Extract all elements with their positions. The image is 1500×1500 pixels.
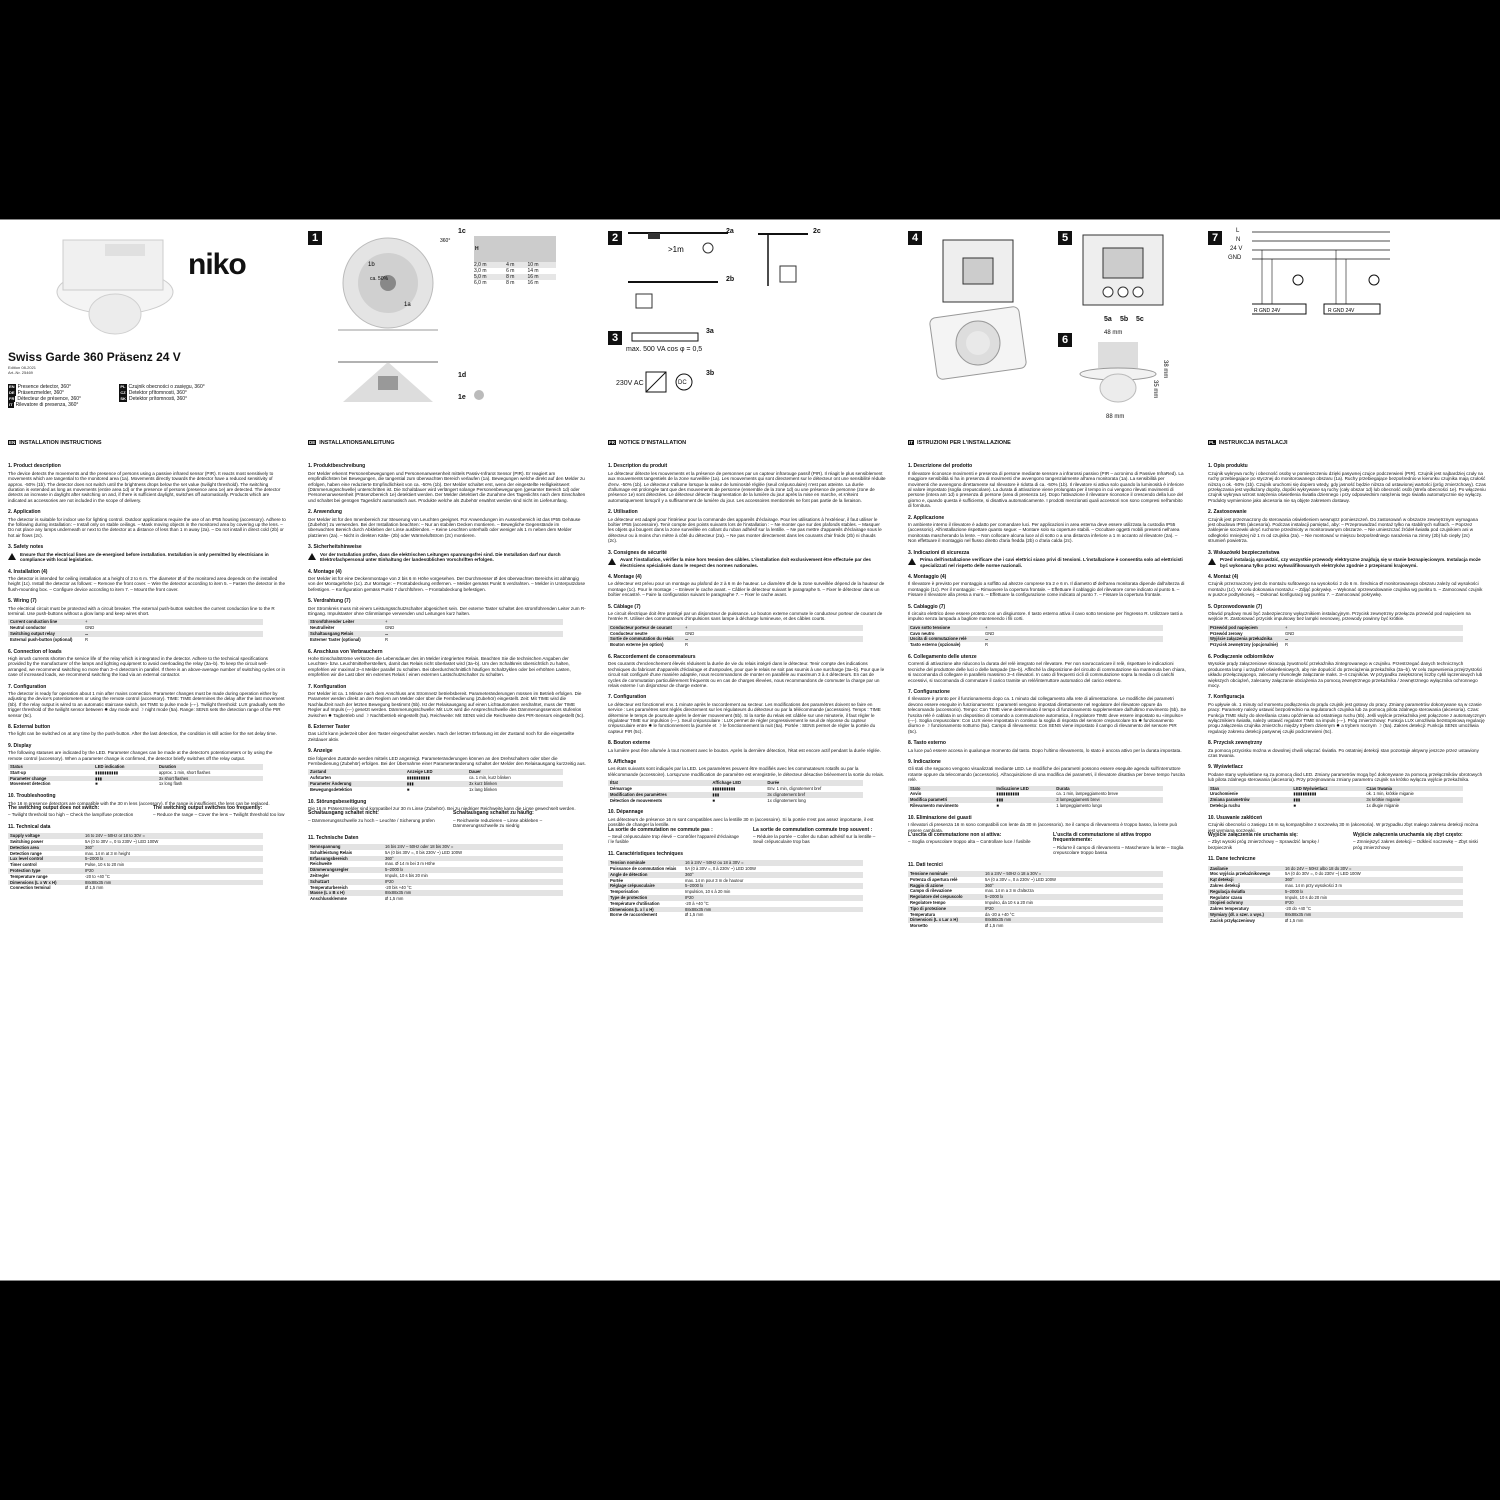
range-head-h: H [475, 246, 479, 252]
figure-3 [608, 328, 828, 423]
label-5c: 5c [1136, 316, 1144, 323]
language-item: SK Detektor prítomnosti, 360° [120, 396, 188, 402]
height-bottom-label: 35 mm [1152, 380, 1158, 399]
column-it: IT ISTRUZIONI PER L'INSTALLAZIONE 1. Descrizione del prodotto Il rilevatore riconosce movimenti e presenza di persone mediante sensore a infrarossi passivo (PIR – acronimo di Passive InfraRed). La maggiore sensibilità si ha in presenza di movimenti che avvengono tangenzialmente all'area monitorata (1a). La sensibilità per movimenti che avvengono direttamente sul rilevatore è ridotta di ca. -50% (1b). Il rilevatore si attiva solo quando la luminosità è inferiore al valore impostato (soglia crepuscolare). La durata di attivazione viene prolungata per il tempo in cui vengono rilevati movimenti di persone (intera am 1d) o presenza di persone (area di presenza 1e). Dopo l'attivazione il rilevatore riconosce il crescendo della luce del giorno e, quando questa è sufficiente, si disattiva automaticamente. I prodotti menzionati quali accessori non sono compresi nell'ambito di fornitura. 2. Applicazione In ambiente interno il rilevatore è adatto per comandare luci. Per applicazioni in area esterna deve essere utilizzata la custodia IP55 (accessorio). All'installazione rispettare quanto segue: – Montare solo su coperture stabili. – Occultare oggetti mobili presenti nell'area monitorata mascherando la lente. – Non collocare alcuna luce al di sotto o a una distanza inferiore a 1 m accanto al rilevatore (2a). – Non effettuare il montaggio nel flusso diretto d'aria fredda (2b) o d'aria calda (2c). 3. Indicazioni di sicurezza Prima dell'installazione verificare che i cavi elettrici siano privi di tensioni. L'installazione è consentita solo ad elettricisti specializzati nel rispetto delle norme nazionali. 4. Montaggio (4) Il rilevatore è previsto per montaggio a soffitto ad altezze comprese tra 2 e 6 m. Il diametro Ø dell'area monitorata dipende dall'altezza di montaggio (1c). Per il montaggio: – Rimuovere la copertura frontale. – Effettuare il cablaggio del rilevatore come indicato al punto 5. – Fissare il rilevatore alla presa a muro. – Effettuare la configurazione come indicato al punto 7. – Fissare la copertura frontale. 5. Cablaggio (7) Il circuito elettrico deve essere protetto con un disgiuntore. Il tasto esterno attiva il cavo sotto tensione per l'ingresso R. Utilizzare tasti a impulso senza lampada a bagliore mantenendo i fili corti. Cavo sotto tensione + Cavo neutro GND Uscita di commutazione relè ⌴ Tasto esterno (opzionale) R 6. Collegamento delle utenze Correnti di attivazione alte riducono la durata del relè integrato nel rilevatore. Per non sovraccaricare il relè, rispettare le indicazioni tecniche del produttore delle luci o delle lampade (3a–b). Affinché la disposizione del circuito di commutazione sia mantenuta ben chiara, si raccomanda di collegare in parallelo massimo 3–4 rilevatori. In caso di frequenti cicli di commutazione sopra la media o di carichi eccessivi, si raccomanda di commutare il carico tramite un relè/interruttore automatico del carico esterno. 7. Configurazione Il rilevatore è pronto per il funzionamento dopo ca. 1 minuto dal collegamento alla rete di alimentazione. Le modifiche dei parametri devono essere eseguite in funzionamento: I parametri vengono impostati direttamente nel regolatore del rilevatore oppure da telecomando (accessorio). Tempo: Con TIME viene determinato il tempo di funzionamento supplementare dall'ultimo movimento (5b). Se l'uscita relè è cablata in un dispositivo di comando a commutazione automatica, il regolatore TIME deve essere impostato su «impulso» (⌐⌐). Soglia crepuscolare: Con LUX viene impostata in continuo la soglia di risposta del sensore crepuscolare tra ✸ funzionamento diurno e ☽ funzionamento notturno (5a). Campo di rilevamento: Con SENS viene impostato il campo di rilevamento del sensore PIR (5c). 8. Tasto esterno La luce può essere accesa in qualunque momento dal tasto. Dopo l'ultimo rilevamento, lo stato è ancora attivo per la durata impostata. 9. Indicazione Gli stati che seguono vengono visualizzati mediante LED. Le modifiche dei parametri possono essere eseguite agendo sull'interruttore rotante oppure da telecomando (accessorio). All'acquisizione di una modifica dei parametri, il rilevatore disattiva per breve tempo l'uscita relè. Stato Indicazione LED Durata Avvio ▮▮▮▮▮▮▮▮▮▮ ca. 1 min, lampeggiamento breve Modifica parametri ▮▮▮ 3 lampeggiamenti brevi Rilevamento movimento ■ 1 lampeggiamento lungo 10. Eliminazione dei guasti I rilevatori di presenza 16 m sono compatibili con lente da 30 m (accessorio). Se il campo di rilevamento è troppo basso, la lente può essere cambiata. L'uscita di commutazione non si attiva: – Soglia crepuscolare troppo alta – Controllare luce / fusibile L'uscita di commutazione si attiva troppo frequentemente: – Ridurre il campo di rilevamento – Mascherare la lente – Soglia crepuscolare troppo bassa 11. Dati tecnici Tensione nominale 16 a 24V – 50Hz o 18 a 30V = Potenza di apertura relè 5A (0 a 30V =, 0 a 230V ~) LED 100W Raggio di azione 360° Campo di rilevazione max. 14 m a 3 m d'altezza Regolatore del crepuscolo 5–2000 lx Regolatore tempo Impulso, da 10 s a 20 min Tipo di protezione IP20 Temperatura da -20 a +40 °C Dimensioni (L x Lar x H) 88x88x35 mm Morsetto Ø 1,5 mm [908, 440, 1186, 929]
product-image [55, 232, 175, 340]
column-de: DE INSTALLATIONSANLEITUNG 1. Produktbeschreibung Der Melder erkennt Personenbewegungen und Personenanwesenheit mittels Passiv-Infrarot Sensor (PIR). Er reagiert am empfindlichsten bei Bewegungen, die tangential zum überwachten Bereich verlaufen (1a). Bewegungen welche direkt auf den Melder zu erfolgen, haben eine reduzierte Empfindlichkeit von ca. -50% (1b). Der Melder schaltet erst, wenn der eingestellte Helligkeitswert (Dämmerungsschwelle) unterschritten ist. Die Schaltdauer wird verlängert solange Personenbewegungen (gesamter Bereich 1d) oder Personenanwesenheit (Präsenzbereich 1e) detektiert werden. Der Melder detektiert die Zunahme des Tageslichts nach dem Einschalten und schaltet bei genügen Tageslicht automatisch aus. Produkte welche als Zubehör erwähnt werden sind nicht im Lieferumfang. 2. Anwendung Der Melder ist für den Innenbereich zur Steuerung von Leuchten geeignet. Für Anwendungen im Aussenbereich ist das IP55 Gehäuse (Zubehör) zu verwenden. Bei der Installation beachten: – Nur an stabilen Decken montieren. – Bewegliche Gegenstände im überwachten Bereich durch Abkleben der Linse ausblenden. – Keine Leuchten unterhalb oder weniger als 1 m neben dem Melder platzieren (2a). – Nicht in direkten Kälte- (2b) oder Wärmeluftstrom (2c) montieren. 3. Sicherheitshinweise Vor der Installation prüfen, dass die elektrischen Leitungen spannungsfrei sind. Die Installation darf nur durch Elektrofachpersonal unter Einhaltung der landesüblichen Vorschriften erfolgen. 4. Montage (4) Der Melder ist für eine Deckenmontage von 2 bis 6 m Höhe vorgesehen. Der Durchmesser Ø des überwachten Bereichs ist abhängig von der Montagehöhe (1c). Zur Montage: – Frontabdeckung entfernen. – Melder gemäss Punkt 5 verdrahten. – Melder in Unterputzdose befestigen. – Konfiguration gemäss Punkt 7 durchführen. – Frontabdeckung befestigen. 5. Verdrahtung (7) Der Stromkreis muss mit einem Leistungsschutzschalter abgesichert sein. Der externe Taster schaltet den stromführenden Leiter zum R-Eingang. Impulstaster ohne Glimmlampe verwenden und Leitungen kurz halten. Stromführender Leiter + Neutralleiter GND Schaltausgang Relais ⌴ Externer Taster (optional) R 6. Anschluss von Verbrauchern Hohe Einschaltströme verkürzen die Lebensdauer des im Melder integrierten Relais. Beachten Sie die technischen Angaben der Leuchten- bzw. Leuchtmittelherstellers, damit das Relais nicht überlastet wird (3a–b). Um den Schaltkreis übersichtlich zu halten, empfehlen wir maximal 3–4 Melder parallel zu schalten. Bei überdurchschnittlich häufigen Schaltzyklen oder bei erhöhten Lasten, empfehlen wir die Last über ein externes Relais / einen externen Lastschutzschalter zu schalten. 7. Konfiguration Der Melder ist ca. 1 Minute nach dem Anschluss ans Stromnetz betriebsbereit. Parameteränderungen müssen im Betrieb erfolgen. Die Parameter werden direkt an den Reglern am Melder oder über die Fernbedienung (Zubehör) eingestellt. Zeit: Mit TIME wird die Nachlaufzeit nach der letzten Bewegung bestimmt (5b). Ist der Relaisausgang auf einen Lichtautomaten verdrahtet, muss der TIME Regler auf Impuls (⌐⌐) gesetzt werden. Dämmerungsschwelle: Mit LUX wird die Ansprechschwelle des Dämmerungssensors stufenlos zwischen ✸ Tagbetrieb und ☽ Nachtbetrieb eingestellt (5a). Reichweite: Mit SENS wird die Reichweite des PIR-Sensors eingestellt (5c). 8. Externer Taster Das Licht kann jederzeit über den Taster eingeschaltet werden. Nach der letzten Erfassung ist der Zustand noch für die eingestellte Zeitdauer aktiv. 9. Anzeige Die folgenden Zustände werden mittels LED angezeigt. Parameteränderungen können an den Drehschaltern oder über die Fernbedienung (Zubehör) erfolgen. Bei der Übernahme einer Parameteränderung schaltet der Melder den Relaisausgang kurzzeitig aus. Zustand Anzeige LED Dauer Aufstarten ▮▮▮▮▮▮▮▮▮▮ ca. 1 min, kurz blinken Parameter Änderung ▮▮▮ 3x kurz blinken Bewegungsdetektion ■ 1x lang blinken 10. Störungsbeseitigung Die 16 m Präsenzmelder sind kompatibel zur 30 m Linse (Zubehör). Bei zu niedriger Reichweite kann die Linse gewechselt werden. Schaltausgang schaltet nicht: – Dämmerungsschwelle zu hoch – Leuchte / Sicherung prüfen Schaltausgang schaltet zu häufig: – Reichweite reduzieren – Linse abkleben – Dämmerungsschwelle zu niedrig 11. Technische Daten Nennspannung 16 bis 24V – 50Hz oder 18 bis 30V = Schaltleistung Relais 5A (0 bis 30V =, 0 bis 230V ~) LED 100W Erfassungsbereich 360° Reichweite max. Ø 14 m bei 3 m Höhe Dämmerungsregler 5–2000 lx Zeitregler Impuls, 10 s bis 20 min Schutzart IP20 Temperaturbereich -20 bis +40 °C Masse (L x B x H) 88x88x35 mm Anschlussklemme Ø 1,5 mm [308, 440, 586, 902]
terminal-label-1: R GND 24V [1254, 308, 1281, 314]
presence-dot-icon [474, 390, 484, 400]
load-rating: max. 500 VA cos φ = 0,5 [626, 346, 703, 353]
column-fr: FR NOTICE D'INSTALLATION 1. Description du produit Le détecteur détecte les mouvements et la présence de personnes par un capteur infrarouge passif (PIR). Il réagit le plus sensiblement aux mouvements tangentiels de la zone surveillée (1a). Les mouvements qui sont directement sur le détecteur ont une sensibilité réduite d'env. -50% (1b). Le détecteur s'allume lorsque la valeur de luminosité réglée (seuil crépusculaire) n'est pas atteinte. La durée d'allumage est prolongée tant que des mouvements de personne (ensemble de la zone 1d) ou une présence de personne (zone de présence 1e) sont détectées. Le détecteur détecte l'augmentation de la lumière du jour après la mise en marche, et s'éteint automatiquement lorsqu'il y a suffisamment de lumière du jour. Les accessoires mentionnés ne font pas partie de la livraison. 2. Utilisation Le détecteur est adapté pour l'intérieur pour la commande des appareils d'éclairage. Pour les utilisations à l'extérieur, il faut utiliser le boîtier IP55 (accessoire). Tenir compte des points suivants lors de l'installation : – Ne monter que sur des plafonds stables. – Masquer les objets qui bougent dans la zone surveillée en collant du ruban adhésif sur la lentille. – Ne pas mettre d'appareils d'éclairage sous le détecteur ou à moins d'un mètre à côté du détecteur (2a). – Ne pas monter directement dans les courants d'air froids (2b) ni chauds (2c). 3. Consignes de sécurité Avant l'installation, vérifier la mise hors tension des câbles. L'installation doit exclusivement être effectuée par des électriciens spécialisés dans le respect des normes nationales. 4. Montage (4) Le détecteur est prévu pour un montage au plafond de 2 à 6 m de hauteur. Le diamètre Ø de la zone surveillée dépend de la hauteur de montage (1c). Pour le montage : – Enlever le cache avant. – Câbler le détecteur suivant le paragraphe 5. – Fixer le détecteur dans un boîtier encastré. – Faire la configuration suivant le paragraphe 7. – Fixer le cache avant. 5. Câblage (7) Le circuit électrique doit être protégé par un disjoncteur de puissance. Le bouton externe commute le conducteur porteur de courant de l'entrée R. Utiliser des commutateurs d'impulsions sans lampe à décharge lumineuse, et des câbles courts. Conducteur porteur de courant + Conducteur neutre GND Sortie de commutation du relais ⌴ Bouton externe (en option) R 6. Raccordement de consommateurs Des courants d'enclenchement élevés réduisent la durée de vie du relais intégré dans le détecteur. Tenir compte des indications techniques du fabricant d'appareils d'éclairage et d'ampoules, pour que le relais ne soit pas soumis à une surcharge (3a–b). Pour que le circuit soit configuré d'une manière adaptée, nous recommandons de monter en parallèle au maximum 3 à 4 détecteurs. En cas de cycles de commutation particulièrement fréquents ou en cas de charges élevées, nous recommandons de commuter la charge par un relais externe / un disjoncteur de charge externe. 7. Configuration Le détecteur est fonctionnel env. 1 minute après le raccordement au secteur. Les modifications des paramètres doivent se faire en service : Les paramètres sont réglés directement sur les régulateurs du détecteur ou par la télécommande (accessoire). Temps : TIME détermine le temps de poursuite après le dernier mouvement (5b). Si la sortie du relais est câblée sur une minuterie, il faut régler le régulateur TIME sur impulsion (⌐⌐). Seuil crépusculaire : LUX permet de régler progressivement le seuil de réponse du capteur crépusculaire entre ✸ le fonctionnement la journée et ☽ le fonctionnement la nuit (5a). Portée : SENS permet de régler la portée du capteur PIR (5c). 8. Bouton externe La lumière peut être allumée à tout moment avec le bouton. Après la dernière détection, l'état est encore actif pendant la durée réglée. 9. Affichage Les états suivants sont indiqués par la LED. Les paramètres peuvent être modifiés avec les commutateurs rotatifs ou par la télécommande (accessoire). Lorsqu'une modification de paramètre est enregistrée, le détecteur désactive brièvement la sortie du relais. État Affichage LED Durée Démarrage ▮▮▮▮▮▮▮▮▮▮ Env. 1 min, clignotement bref Modification des paramètres ▮▮▮ 3x clignotement bref Détection de mouvements ■ 1x clignotement long 10. Dépannage Les détecteurs de présence 16 m sont compatibles avec la lentille 30 m (accessoire). Si la portée n'est pas assez importante, il est possible de changer la lentille. La sortie de commutation ne commute pas : – Seuil crépusculaire trop élevé – Contrôler l'appareil d'éclairage / le fusible La sortie de commutation commute trop souvent : – Réduire la portée – Coller du ruban adhésif sur la lentille – Seuil crépusculaire trop bas 11. Caractéristiques techniques Tension nominale 16 à 24V – 50Hz ou 18 à 30V = Puissance de commutation relais 5A (0 à 30V =, 0 à 230V ~) LED 100W Angle de détection 360° Portée max. 14 m pour 3 m de hauteur Réglage crépusculaire 5–2000 lx Temporisation Impulsion, 10 s à 20 min Type de protection IP20 Température d'utilisation -20 à +40 °C Dimensions (L x l x H) 88x88x35 mm Borne de raccordement Ø 1,5 mm [608, 440, 886, 918]
tech-data-table: Tensione nominale 16 a 24V – 50Hz o 18 a 30V = Potenza di apertura relè 5A (0 a 30V =, 0 a 230V ~) LED 100W Raggio di azione 360° Campo di rilevazione max. 14 m a 3 m d'altezza Regolatore del crepuscolo 5–2000 lx Regolatore tempo Impulso, da 10 s a 20 min Tipo di protezione IP20 Temperatura da -20 a +40 °C Dimensioni (L x Lar x H) 88x88x35 mm Morsetto Ø 1,5 mm [908, 871, 1163, 929]
figure-number: 6 [1058, 333, 1072, 347]
label-1a: 1a [404, 302, 411, 308]
terminal-label-2: R GND 24V [1328, 308, 1355, 314]
label-5a: 5a [1104, 316, 1112, 323]
label-2b: 2b [726, 276, 735, 283]
range-table: H 2,0 m 4 m 10 m 3,0 m 6 m 14 m 5,0 m 8 m 16 m 6,0 m 8 m 16 m [474, 236, 556, 286]
wiring-table: Cavo sotto tensione + Cavo neutro GND Uscita di commutazione relè ⌴ Tasto esterno (opzionale) R [908, 625, 1163, 648]
figure-1 [308, 228, 560, 428]
language-item: IT Rilevatore di presenza, 360° [9, 402, 79, 408]
figure-6 [1058, 330, 1178, 425]
label-2a: 2a [726, 228, 734, 235]
section-heading: PL INSTRUKCJA INSTALACJI [1209, 440, 1288, 446]
potentiometer-diagram [1078, 230, 1168, 310]
lamp-distance-diagram [628, 230, 738, 270]
figure-7 [1208, 228, 1393, 328]
angle-label: 360° [440, 238, 451, 244]
wiring-diagram [1252, 228, 1392, 328]
figure-number: 1 [308, 231, 322, 245]
instruction-sheet [0, 219, 1500, 1281]
wiring-table: Conducteur porteur de courant + Conducteur neutre GND Sortie de commutation du relais ⌴ Bouton externe (en option) R [608, 625, 863, 648]
dc-label: DC [678, 380, 687, 386]
label-2c: 2c [813, 228, 821, 235]
display-table: Stato Indicazione LED Durata Avvio ▮▮▮▮▮▮▮▮▮▮ ca. 1 min, lampeggiamento breve Modifica parametri ▮▮▮ 3 lampeggiamenti brevi Rilevamento movimento ■ 1 lampeggiamento lungo [908, 786, 1163, 809]
label-1b: 1b [368, 262, 375, 268]
figure-5 [1058, 228, 1168, 328]
distance-label: >1m [668, 245, 684, 254]
mounting-diagram [928, 230, 1028, 380]
wiring-table: Stromführender Leiter + Neutralleiter GND Schaltausgang Relais ⌴ Externer Taster (optional) R [308, 619, 563, 642]
width-top-label: 48 mm [1104, 330, 1123, 336]
tech-data-table: Tension nominale 16 à 24V – 50Hz ou 18 à 30V = Puissance de commutation relais 5A (0 à 30V =, 0 à 230V ~) LED 100W Angle de détection 360° Portée max. 14 m pour 3 m de hauteur Réglage crépusculaire 5–2000 lx Temporisation Impulsion, 10 s à 20 min Type de protection IP20 Température d'utilisation -20 à +40 °C Dimensions (L x l x H) 88x88x35 mm Borne de raccordement Ø 1,5 mm [608, 860, 863, 918]
line-label-24v: 24 V [1230, 246, 1243, 252]
label-3b: 3b [706, 370, 715, 377]
height-top-label: 38 mm [1162, 360, 1168, 379]
label-1c: 1c [458, 228, 466, 235]
tech-data-table: Nennspannung 16 bis 24V – 50Hz oder 18 bis 30V = Schaltleistung Relais 5A (0 bis 30V =, 0 bis 230V ~) LED 100W Erfassungsbereich 360° Reichweite max. Ø 14 m bei 3 m Höhe Dämmerungsregler 5–2000 lx Zeitregler Impuls, 10 s bis 20 min Schutzart IP20 Temperaturbereich -20 bis +40 °C Masse (L x B x H) 88x88x35 mm Anschlussklemme Ø 1,5 mm [308, 844, 563, 902]
power-supply-diagram [644, 368, 704, 398]
wiring-table: Current conduction line + Neutral conductor GND Switching output relay ⌴ External push-button (optional) R [8, 619, 263, 642]
figure-2 [608, 228, 828, 328]
product-title: Swiss Garde 360 Präsenz 24 V [8, 350, 181, 364]
display-table: Status LED indication Duration Start-up ▮▮▮▮▮▮▮▮▮▮ approx. 1 min, short flashes Parameter change ▮▮▮ 3x short flashes Movement detection ■ 1x long flash [8, 764, 263, 787]
figure-4 [908, 228, 1028, 383]
article-number: Art.-Nr. 25469 [8, 370, 33, 376]
column-pl: PL INSTRUKCJA INSTALACJI 1. Opis produktu Czujnik wykrywa ruchy i obecność osoby w pomieszczeniu dzięki pasywnej czujce podczerwieni (PIR). Czujnik jest najbardziej czuły na ruchy przebiegające po stycznej do monitorowanego obszaru (1a). Ruchy przebiegające bezpośrednio w kierunku czujnika mają czułość niższą o ok. -50% (1b). Czujnik uruchomi się dopiero wtedy, gdy jasność będzie niższa od ustawionej wartości (próg zmierzchowy). Czas przełączania jest wydłużany dopóty, dopóki wykrywane są ruchy (cały obszar 1d) lub obecność osób (strefa obecności 1e). Po włączeniu czujnik wykrywa wzrost natężenia oświetlenia światła dziennego i przy odpowiednim natężeniu tego światła automatycznie się wyłączy. Produkty wymienione jako akcesoria nie są objęte zakresem dostawy. 2. Zastosowanie Czujnik jest przeznaczony do sterowania oświetleniem wewnątrz pomieszczeń. Do zastosowań w obszarze zewnętrznym wymagana jest obudowa IP55 (akcesoria). Podczas instalacji pamiętać, aby: – Przeprowadzać montaż tylko na stabilnych sufitach. – Poprzez zaklejenie soczewki ukryć ruchome przedmioty w monitorowanym obszarze. – Nie umieszczać źródeł światła pod czujnikiem ani w odległości mniejszej niż 1 m od czujnika (2a). – Nie montować w miejscu bezpośredniego narażenia na zimny (2b) lub ciepły (2c) strumień powietrza. 3. Wskazówki bezpieczeństwa Przed instalacją sprawdzić, czy wszystkie przewody elektryczne znajdują się w stanie beznapięciowym. Instalacja może być wykonana tylko przez wykwalifikowanych elektryków zgodnie z przepisami krajowymi. 4. Montaż (4) Czujnik przeznaczony jest do montażu sufitowego na wysokości 2 do 6 m. Średnica Ø monitorowanego obszaru zależy od wysokości montażu (1c). W celu dokonania montażu: – Zdjąć pokrywkę. – Wykonać oprzewodowanie czujnika wg punktu 5. – Zamocować czujnik w puszce podtynkowej. – Dokonać konfiguracji wg punktu 7. – Zamocować pokrywkę. 5. Oprzewodowanie (7) Obwód prądowy musi być zabezpieczony wyłącznikiem instalacyjnym. Przycisk zewnętrzny przełącza przewód pod napięciem na wejście R. Zastosować przycisk impulsowy bez lampki neonowej, przewody powinny być krótkie. Przewód pod napięciem + Przewód zerowy GND Wyjście załączenia przekaźnika ⌴ Przycisk zewnętrzny (opcjonalnie) R 6. Podłączenie odbiorników Wysokie prądy załączeniowe skracają żywotność przekaźnika zintegrowanego w czujniku. Przestrzegać danych technicznych producenta lamp i urządzeń oświetleniowych, aby nie dopuścić do przeciążenia przekaźnika (3a–b). W celu zapewnienia przejrzystości układu przełączającego, zalecamy równoległe załączanie maks. 3–4 czujników. W przypadku zwiększonej liczby cykli łączeniowych lub większych obciążeń, zalecamy załączanie obciążenia za pomocą zewnętrznego przekaźnika / zewnętrznego wyłącznika ochronnego mocy. 7. Konfiguracja Po upływie ok. 1 minuty od momentu podłączenia do prądu czujnik jest gotowy do pracy. Zmiany parametrów dokonywane są w czasie pracy: Parametry należy ustawić bezpośrednio na regulatorach czujnika lub za pomocą pilota zdalnego sterowania (akcesoria). Czas: Funkcja TIME służy do określania czasu opóźnienia od ostatniego ruchu (5b). Jeśli wyjście przekaźnika jest połączone z automatycznym wyłącznikiem światła, należy ustawić regulator TIME na impuls (⌐⌐). Próg zmierzchowy: Funkcja LUX umożliwia bezstopniową regulację progu załączenia czujnika zmierzchu między trybem dziennym ✸ a trybem nocnym ☽ (5a). Zakres detekcji: Funkcja SENS umożliwia regulację zakresu detekcji pasywnej czujki podczerwieni (5c). 8. Przycisk zewnętrzny Za pomocą przycisku można w dowolnej chwili włączać światła. Po ostatniej detekcji stan pozostaje aktywny jeszcze przez ustawiony czas trwania. 9. Wyświetlacz Podane stany wyświetlane są za pomocą diod LED. Zmiany parametrów mogą być dokonywane za pomocą przełączników obrotowych lub pilota zdalnego sterowania (akcesoria). Przy przejmowaniu zmiany parametru czujnik na krótko wyłącza wyjście przekaźnika. Stan LED Wyświetlacz Czas trwania Uruchomienie ▮▮▮▮▮▮▮▮▮▮ ok. 1 min, krótkie miganie Zmiana parametrów ▮▮▮ 3x krótkie miganie Detekcja ruchu ■ 1x długie miganie 10. Usuwanie zakłóceń Czujniki obecności o zasięgu 16 m są kompatybilne z soczewką 30 m (akcesoria). W przypadku zbyt małego zakresu detekcji można jest wymiana soczewki. Wyjście załączenia nie uruchamia się: – Zbyt wysoki próg zmierzchowy – Sprawdzić lampkę / bezpiecznik Wyjście załączenia uruchamia się zbyt często: – Zmniejszyć zakres detekcji – Odkleić soczewkę – Zbyt niski próg zmierzchowy 11. Dane techniczne Zasilanie 16 do 24V – 50Hz albo 18 do 30V = Moc wyjścia przekaźnikowego 5A (0 do 30V =, 0 do 230V ~) LED 100W Kąt detekcji 360° Zakres detekcji max. 14 m przy wysokości 3 m Regulacja światła 5–2000 lx Regulator czasu Impuls, 10 s do 20 min Stopień ochrony IP20 Zakres temperatury -20 do +40 °C Wymiary (dł. x szer. x wys.) 88x88x35 mm Zacisk przyłączeniowy Ø 1,5 mm [1208, 440, 1486, 923]
label-5b: 5b [1120, 316, 1129, 323]
language-item: PL Czujnik obecności o zasięgu, 360° [120, 384, 205, 390]
dimension-diagram [1078, 338, 1158, 413]
product-meta [8, 365, 36, 376]
brand-logo: niko [188, 248, 246, 281]
tech-data-table: Supply voltage 16 to 24V – 50Hz or 18 to 30V = Switching power 5A (0 to 30V =, 0 to 230V ~) LED 100W Detection area 360° Detection range max. 14 m at 3 m height Lux level control 5–2000 lx Timer control Pulse, 10 s to 20 min Protection type IP20 Temperature range -20 to +40 °C Dimensions (L x W x H) 88x88x35 mm Connection terminal Ø 1,5 mm [8, 833, 263, 891]
figure-number: 7 [1208, 231, 1222, 245]
cold-air-diagram [628, 276, 718, 316]
section-heading: EN INSTALLATION INSTRUCTIONS [9, 440, 102, 446]
section-heading: FR NOTICE D'INSTALLATION [609, 440, 687, 446]
column-en: EN INSTALLATION INSTRUCTIONS 1. Product description The device detects the movements and the presence of persons using a passive infrared sensor (PIR). It reacts most sensitively to movements which are tangential to the monitored area (1a). Movements directly towards the detector have a reduced sensitivity of approx. -50% (1b). The detector does not switch until the brightness drops below the set value (twilight threshold). The switching duration is extended as long as movements (entire area 1d) or the presence of persons (presence area 1e) are detected. The detector detects an increase in daylight after switching on and, if there is sufficient daylight, switches off automatically. Products which are indicated as accessories are not included in the scope of delivery. 2. Application The detector is suitable for indoor use for lighting control. Outdoor applications require the use of an IP55 housing (accessory). Adhere to the following during installation: – Install only on stable ceilings. – Mask moving objects in the monitored area by covering up the lens. – Do not place any lamps underneath or next to the detector at a distance of less than 1 m away (2a). – Do not install in direct cold (2b) or hot air flows (2c). 3. Safety notes Ensure that the electrical lines are de-energised before installation. Installation is only permitted by electricians in compliance with local legislation. 4. Installation (4) The detector is intended for ceiling installation at a height of 2 to 6 m. The diameter Ø of the monitored area depends on the installed height (1c). Install the detector as follows: – Remove the front cover. – Wire the detector according to item 5. – Fasten the detector in the flush-mounting box. – Configure device according to item 7. – Mount the front cover. 5. Wiring (7) The electrical circuit must be protected with a circuit breaker. The external push-button switches the current conduction line to the R terminal. Use push-buttons without a glow lamp and keep wires short. Current conduction line + Neutral conductor GND Switching output relay ⌴ External push-button (optional) R 6. Connection of loads High inrush currents shorten the service life of the relay which is integrated in the detector. Adhere to the technical specifications provided by the manufacturer of the lamps and lighting equipment to avoid overloading the relay (3a–b). To keep the circuit well-arranged, we recommend switching no more than 3–4 detectors in parallel. If there is an above-average number of switching cycles or in case of increased loads, we recommend switching the load via an external contactor. 7. Configuration The detector is ready for operation about 1 min after mains connection. Parameter changes must be made during operation either by adjusting the device's potentiometers or using the remote control (accessory). TIME: TIME determines the delay after the last movement (5b). If the relay output is wired to an automatic staircase switch, set TIME to pulse mode (⌐⌐). Twilight threshold: LUX gradually sets the trigger threshold of the twilight sensor between ✸ day mode and ☽ night mode (5a). Range: SENS sets the detection range of the PIR sensor (5c). 8. External button The light can be switched on at any time by the push-button. After the last detection, the condition is still active for the set delay time. 9. Display The following statuses are indicated by the LED. Parameter changes can be made at the detector's potentiometers or by using the remote control (accessory). When a parameter change is confirmed, the detector briefly switches off the relay output. Status LED indication Duration Start-up ▮▮▮▮▮▮▮▮▮▮ approx. 1 min, short flashes Parameter change ▮▮▮ 3x short flashes Movement detection ■ 1x long flash 10. Troubleshooting The 16 m presence detectors are compatible with the 30 m lens (accessory). If the range is insufficient, the lens can be replaced. The switching output does not switch: – Twilight threshold too high – Check the lamp/fuse protection The switching output switches too frequently: – Reduce the range – Cover the lens – Twilight threshold too low 11. Technical data Supply voltage 16 to 24V – 50Hz or 18 to 30V = Switching power 5A (0 to 30V =, 0 to 230V ~) LED 100W Detection area 360° Detection range max. 14 m at 3 m height Lux level control 5–2000 lx Timer control Pulse, 10 s to 20 min Protection type IP20 Temperature range -20 to +40 °C Dimensions (L x W x H) 88x88x35 mm Connection terminal Ø 1,5 mm [8, 440, 286, 891]
language-column-left [8, 384, 118, 408]
hot-air-diagram [758, 230, 808, 290]
warning-icon [1208, 558, 1216, 565]
detection-pattern-diagram [328, 228, 458, 338]
line-label-gnd: GND [1228, 255, 1242, 261]
language-item: EN Presence detector, 360° [9, 384, 71, 390]
label-3a: 3a [706, 328, 714, 335]
figure-number: 5 [1058, 231, 1072, 245]
figure-number: 2 [608, 231, 622, 245]
edition-label: Edition 08-2021 [8, 365, 37, 370]
display-table: Stan LED Wyświetlacz Czas trwania Uruchomienie ▮▮▮▮▮▮▮▮▮▮ ok. 1 min, krótkie miganie Zmiana parametrów ▮▮▮ 3x krótkie miganie Detekcja ruchu ■ 1x długie miganie [1208, 786, 1463, 809]
line-label-l: L [1236, 228, 1240, 234]
section-heading: IT ISTRUZIONI PER L'INSTALLAZIONE [909, 440, 1011, 446]
language-column-right [119, 384, 229, 402]
language-list [8, 384, 298, 408]
figure-number: 3 [608, 331, 622, 345]
label-1d: 1d [458, 372, 467, 379]
ac-label: 230V AC [616, 380, 644, 387]
fluorescent-tube-icon [630, 330, 700, 344]
language-item: CZ Detektor přítomnosti, 360° [120, 390, 187, 396]
warning-icon [908, 558, 916, 565]
warning-icon [308, 553, 316, 560]
display-table: Zustand Anzeige LED Dauer Aufstarten ▮▮▮▮▮▮▮▮▮▮ ca. 1 min, kurz blinken Parameter Änderung ▮▮▮ 3x kurz blinken Bewegungsdetektion ■ 1x lang blinken [308, 769, 563, 792]
wiring-table: Przewód pod napięciem + Przewód zerowy GND Wyjście załączenia przekaźnika ⌴ Przycisk zewnętrzny (opcjonalnie) R [1208, 625, 1463, 648]
label-1e: 1e [458, 394, 466, 401]
display-table: État Affichage LED Durée Démarrage ▮▮▮▮▮▮▮▮▮▮ Env. 1 min, clignotement bref Modification des paramètres ▮▮▮ 3x clignotement bref Détection de mouvements ■ 1x clignotement long [608, 780, 863, 803]
line-label-n: N [1236, 237, 1241, 243]
width-bottom-label: 88 mm [1106, 414, 1125, 420]
warning-icon [608, 558, 616, 565]
language-item: DE Präsenzmelder, 360° [9, 390, 65, 396]
sensitivity-label: ca. 50% [370, 276, 389, 282]
language-item: FR Détecteur de présence, 360° [9, 396, 82, 402]
tech-data-table: Zasilanie 16 do 24V – 50Hz albo 18 do 30V = Moc wyjścia przekaźnikowego 5A (0 do 30V =, 0 do 230V ~) LED 100W Kąt detekcji 360° Zakres detekcji max. 14 m przy wysokości 3 m Regulacja światła 5–2000 lx Regulator czasu Impuls, 10 s do 20 min Stopień ochrony IP20 Zakres temperatury -20 do +40 °C Wymiary (dł. x szer. x wys.) 88x88x35 mm Zacisk przyłączeniowy Ø 1,5 mm [1208, 866, 1463, 924]
side-view-diagram [328, 354, 448, 408]
figure-number: 4 [908, 231, 922, 245]
section-heading: DE INSTALLATIONSANLEITUNG [309, 440, 395, 446]
warning-icon [8, 553, 16, 560]
